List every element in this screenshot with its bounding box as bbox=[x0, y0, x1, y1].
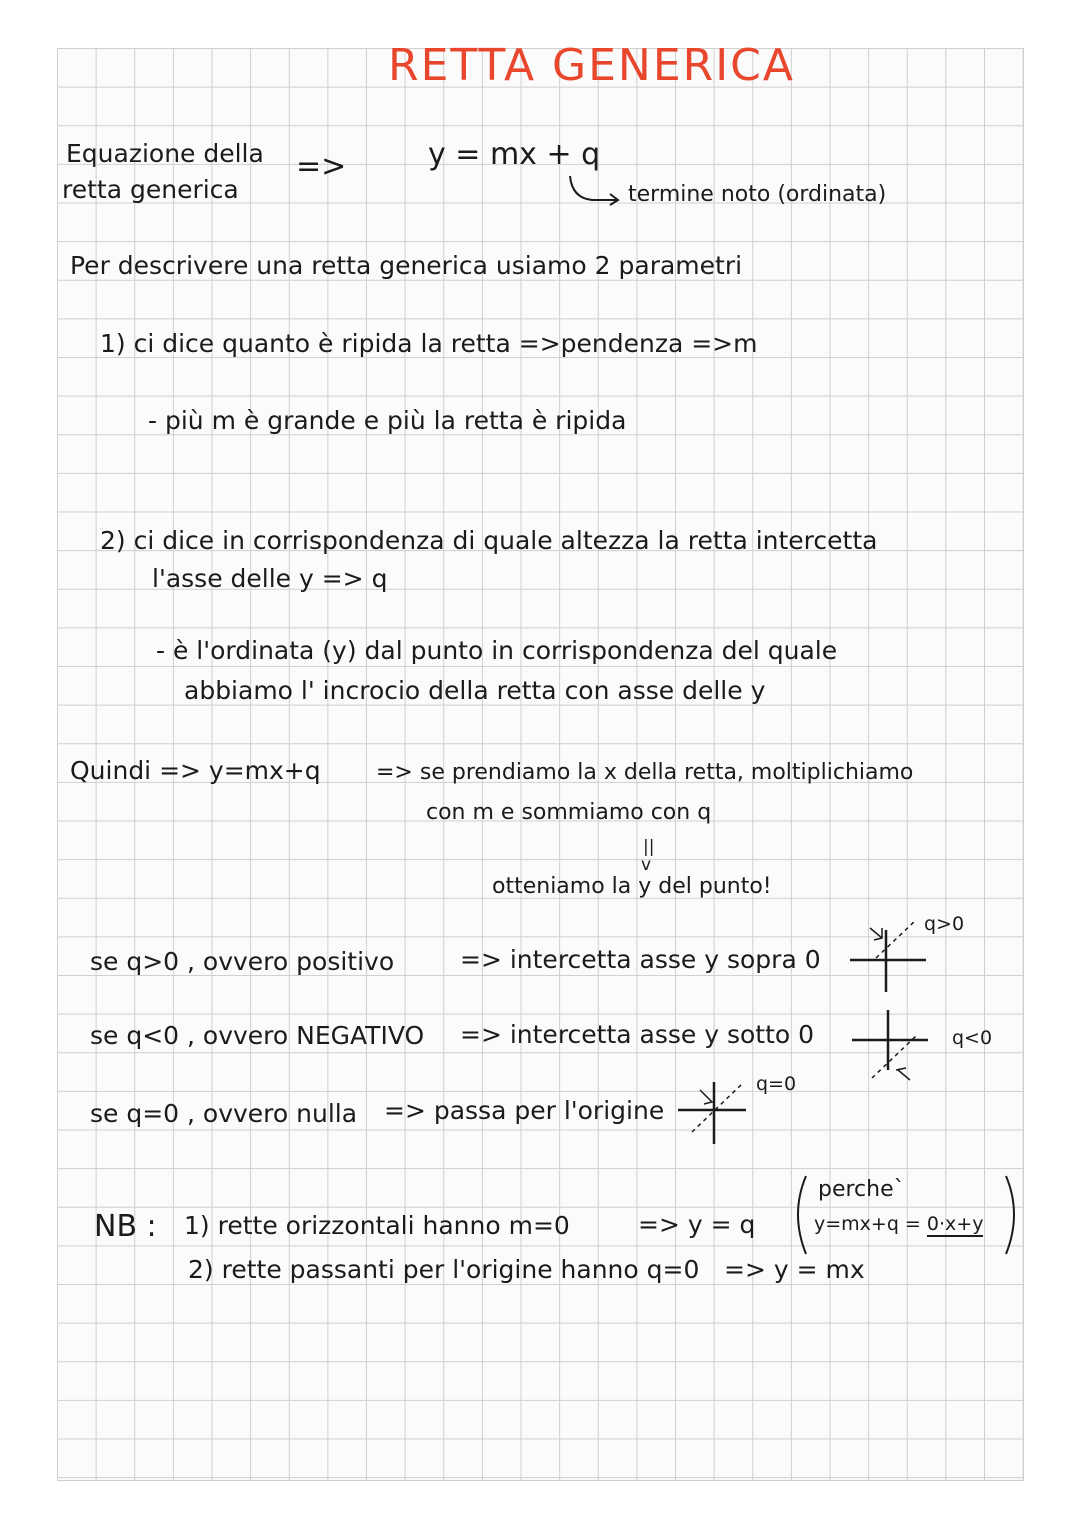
axes-sketch-positive-icon bbox=[846, 914, 936, 994]
case-negative-label: q<0 bbox=[952, 1027, 993, 1049]
axes-sketch-zero-icon bbox=[676, 1076, 756, 1146]
param1-note: - più m è grande e più la retta è ripida bbox=[148, 406, 627, 435]
nb-line2-result: => y = mx bbox=[724, 1255, 865, 1284]
equals-sign: || bbox=[643, 837, 655, 857]
nb-why-word: perche` bbox=[818, 1177, 905, 1202]
axes-sketch-negative-icon bbox=[850, 1008, 940, 1088]
case-positive-result: => intercetta asse y sopra 0 bbox=[460, 945, 821, 974]
param2-line1: 2) ci dice in corrispondenza di quale altezza la retta intercetta bbox=[100, 526, 878, 555]
nb-line1-result: => y = q bbox=[638, 1210, 756, 1239]
param1-line: 1) ci dice quanto è ripida la retta =>pendenza =>m bbox=[100, 329, 758, 358]
case-positive-cond: se q>0 , ovvero positivo bbox=[90, 947, 395, 976]
case-zero-result: => passa per l'origine bbox=[384, 1096, 665, 1125]
page-title: RETTA GENERICA bbox=[388, 40, 796, 91]
case-positive-label: q>0 bbox=[924, 913, 965, 935]
implies-arrow: => bbox=[296, 149, 347, 184]
summary-result: otteniamo la y del punto! bbox=[492, 874, 772, 899]
nb-line2: 2) rette passanti per l'origine hanno q=0 bbox=[188, 1255, 700, 1284]
nb-why-equation: y=mx+q = bbox=[814, 1213, 921, 1235]
nb-line1: 1) rette orizzontali hanno m=0 bbox=[184, 1211, 570, 1240]
nb-label: NB : bbox=[94, 1209, 157, 1244]
case-negative-cond: se q<0 , ovvero NEGATIVO bbox=[90, 1021, 425, 1050]
equation-label-line2: retta generica bbox=[62, 175, 239, 204]
down-arrow-icon: v bbox=[641, 855, 652, 875]
summary-lead: Quindi => y=mx+q bbox=[70, 756, 321, 785]
param2-note2: abbiamo l' incrocio della retta con asse delle y bbox=[184, 676, 766, 705]
generic-equation: y = mx + q bbox=[428, 137, 601, 172]
param2-note1: - è l'ordinata (y) dal punto in corrispondenza del quale bbox=[156, 636, 838, 665]
q-annotation: termine noto (ordinata) bbox=[628, 182, 887, 207]
intro-text: Per descrivere una retta generica usiamo 2 parametri bbox=[70, 251, 743, 280]
summary-rest: => se prendiamo la x della retta, moltiplichiamo bbox=[376, 760, 914, 785]
summary-cont: con m e sommiamo con q bbox=[426, 800, 712, 825]
annotation-arrow-icon bbox=[566, 174, 626, 214]
case-zero-cond: se q=0 , ovvero nulla bbox=[90, 1099, 358, 1128]
case-zero-label: q=0 bbox=[756, 1073, 797, 1095]
nb-why-equation-tail: 0·x+y bbox=[926, 1213, 984, 1235]
case-negative-result: => intercetta asse y sotto 0 bbox=[460, 1020, 815, 1049]
equation-label-line1: Equazione della bbox=[66, 139, 264, 168]
param2-line2: l'asse delle y => q bbox=[152, 564, 388, 593]
